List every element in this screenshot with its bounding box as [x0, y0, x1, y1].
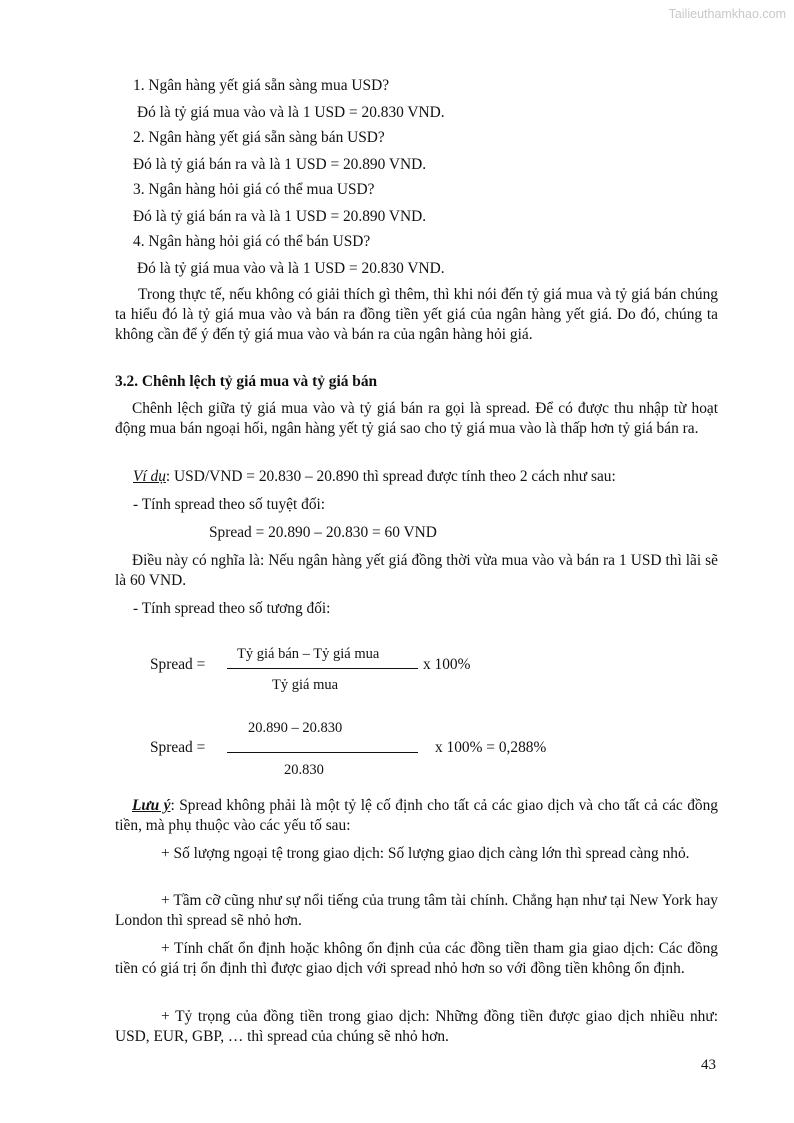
note-paragraph	[115, 796, 718, 836]
absolute-spread-label: - Tính spread theo số tuyệt đối:	[133, 496, 326, 513]
formula2-numerator: 20.890 – 20.830	[248, 720, 343, 736]
example-text: : USD/VND = 20.830 – 20.890 thì spread được tính theo 2 cách như sau:	[165, 468, 616, 485]
absolute-spread-formula: Spread = 20.890 – 20.830 = 60 VND	[209, 524, 437, 541]
question-4: 4. Ngân hàng hỏi giá có thể bán USD?	[133, 233, 371, 250]
formula1-rhs: x 100%	[423, 656, 471, 673]
section-heading: 3.2. Chênh lệch tỷ giá mua và tỷ giá bán	[115, 373, 378, 390]
absolute-spread-meaning: Điều này có nghĩa là: Nếu ngân hàng yết giá đồng thời vừa mua vào và bán ra 1 USD thì lãi sẽ là 60 VND.	[115, 552, 718, 589]
example-label: Ví dụ	[133, 468, 166, 485]
answer-4: Đó là tỷ giá mua vào và là 1 USD = 20.830 VND.	[137, 260, 445, 277]
note-label: Lưu ý	[132, 797, 171, 814]
question-1: 1. Ngân hàng yết giá sẵn sàng mua USD?	[133, 77, 390, 94]
factor-1: + Số lượng ngoại tệ trong giao dịch: Số lượng giao dịch càng lớn thì spread càng nhỏ.	[161, 845, 690, 862]
formula2-lhs: Spread =	[150, 739, 206, 756]
answer-3: Đó là tỷ giá bán ra và là 1 USD = 20.890 VND.	[133, 208, 427, 225]
watermark: Tailieuthamkhao.com	[668, 7, 786, 21]
formula1-numerator: Tỷ giá bán – Tỷ giá mua	[237, 646, 380, 662]
spread-definition-paragraph: Chênh lệch giữa tỷ giá mua vào và tỷ giá bán ra gọi là spread. Để có được thu nhập từ hoạt động mua bán ngoại hối, ngân hàng yết tỷ giá sao cho tỷ giá mua vào là thấp hơn tỷ giá bán ra.	[115, 400, 718, 437]
factor-2: + Tầm cỡ cũng như sự nổi tiếng của trung tâm tài chính. Chẳng hạn như tại New York hay London thì spread sẽ nhỏ hơn.	[115, 892, 718, 929]
formula1-fraction-bar	[227, 668, 418, 669]
factor-3: + Tính chất ổn định hoặc không ổn định của các đồng tiền tham gia giao dịch: Các đồng tiền có giá trị ổn định thì được giao dịch với spread nhỏ hơn so với đồng tiền không ổn định.	[115, 940, 718, 977]
formula2-rhs: x 100% = 0,288%	[435, 739, 547, 756]
page-number: 43	[701, 1057, 716, 1073]
answer-2: Đó là tỷ giá bán ra và là 1 USD = 20.890 VND.	[133, 156, 427, 173]
factor-4: + Tỷ trọng của đồng tiền trong giao dịch: Những đồng tiền được giao dịch nhiều như: USD, EUR, GBP, … thì spread của chúng sẽ nhỏ hơn.	[115, 1008, 718, 1045]
formula1-denominator: Tỷ giá mua	[272, 677, 339, 693]
formula2-fraction-bar	[227, 752, 418, 753]
answer-1: Đó là tỷ giá mua vào và là 1 USD = 20.830 VND.	[137, 104, 445, 121]
formula2-denominator: 20.830	[284, 762, 324, 778]
example-line	[133, 468, 616, 486]
relative-spread-label: - Tính spread theo số tương đối:	[133, 600, 331, 617]
practice-paragraph: Trong thực tế, nếu không có giải thích gì thêm, thì khi nói đến tỷ giá mua và tỷ giá bán chúng ta hiểu đó là tỷ giá mua vào và bán ra đồng tiền yết giá của ngân hàng yết giá. Do đó, chúng ta không cần để ý đến tỷ giá mua vào và bán ra của ngân hàng hỏi giá.	[115, 286, 718, 343]
note-text: : Spread không phải là một tỷ lệ cố định cho tất cả các giao dịch và cho tất cả các đồng tiền, mà phụ thuộc vào các yếu tố sau:	[115, 797, 718, 834]
question-3: 3. Ngân hàng hỏi giá có thể mua USD?	[133, 181, 375, 198]
formula1-lhs: Spread =	[150, 656, 206, 673]
question-2: 2. Ngân hàng yết giá sẵn sàng bán USD?	[133, 129, 385, 146]
